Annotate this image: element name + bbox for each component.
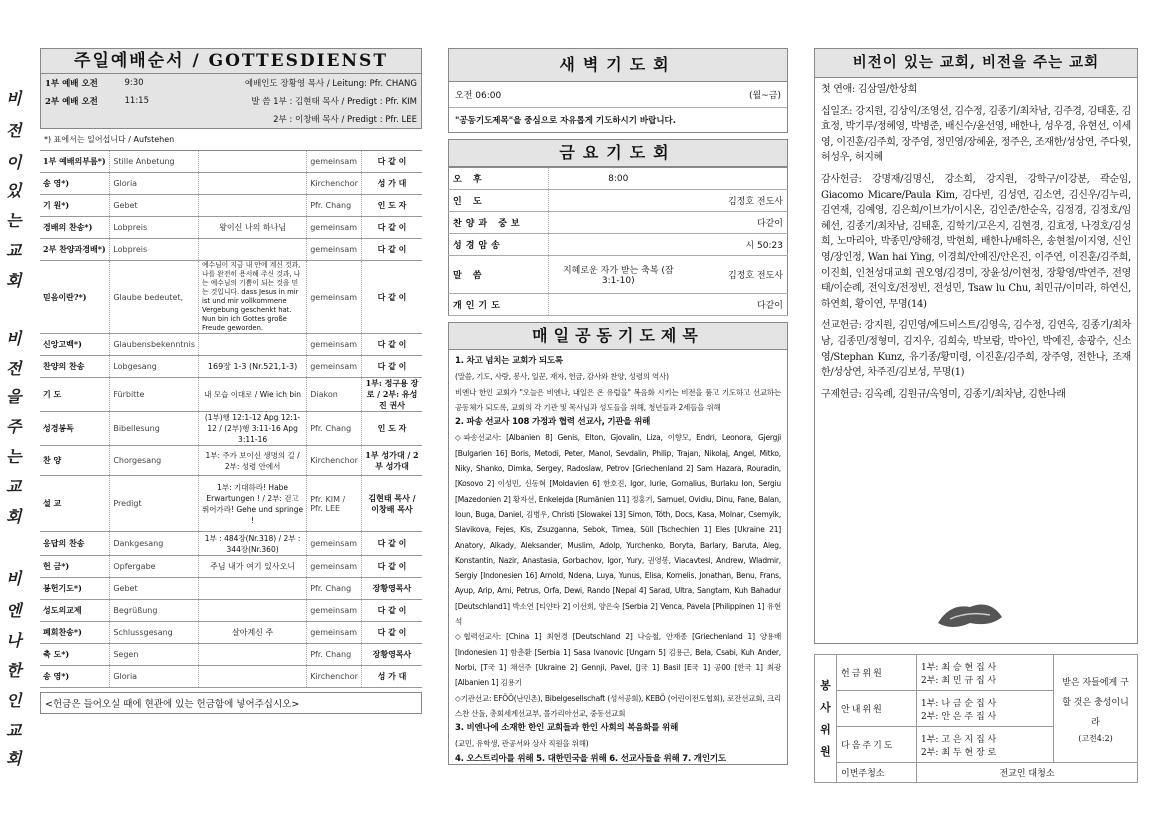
service-row xyxy=(40,666,422,688)
service-row xyxy=(40,476,422,532)
slogan-char: 엔 xyxy=(6,601,22,620)
service-header-row xyxy=(41,74,422,92)
service-row xyxy=(40,334,422,356)
service-p: gemeinsam xyxy=(307,239,362,261)
offering-paragraph: 선교헌금: 강지원, 김민영/에드비스트/김영옥, 김수정, 김연옥, 김종기/최차남, 김종민/정형미, 김지우, 김희숙, 박보람, 박아인, 박예진, 송광수, 신소영/Stephan Kunz, 유기종/황미령, 이진훈/김주희, 장주영, 전한나, 조재한/성상연, 차주진/김보성, 무명(1) xyxy=(821,320,1131,379)
service-l: 다 같 이 xyxy=(361,151,422,173)
service-p: Kirchenchor xyxy=(307,173,362,195)
prayer-paragraph: (말씀, 기도, 사랑, 봉사, 일꾼, 재자, 헌금, 감사와 찬양, 성령의 역사) xyxy=(455,372,669,382)
service-d: Stille Anbetung xyxy=(110,151,199,173)
praying-hands-image xyxy=(930,593,1010,633)
friday-table xyxy=(448,167,788,316)
offering-paragraph: 구제헌금: 김옥례, 김원규/옥영미, 김종기/최차남, 김한나래 xyxy=(821,388,1066,400)
friday-c: 시 50:23 xyxy=(688,234,788,256)
slogan-char: 회 xyxy=(6,507,22,526)
friday-b xyxy=(549,234,688,256)
service-l: 다 같 이 xyxy=(361,261,422,334)
friday-c xyxy=(688,168,788,190)
service-p: gemeinsam xyxy=(307,261,362,334)
service-row xyxy=(40,600,422,622)
service-row xyxy=(40,446,422,476)
service-m xyxy=(198,195,306,217)
service-header-cell: 11:15 xyxy=(124,96,149,106)
service-l: 1부: 정구용 장로 / 2부: 유성진 권사 xyxy=(361,378,422,412)
slogan-char: 있 xyxy=(6,181,22,200)
service-m xyxy=(198,600,306,622)
friday-a: 찬양과 중보 xyxy=(449,212,549,234)
service-m: 내 모습 이대로 / Wie ich bin xyxy=(198,378,306,412)
service-d: Glaubensbekenntnis xyxy=(110,334,199,356)
service-d: Chorgesang xyxy=(110,446,199,476)
cleaning-row xyxy=(815,763,1138,783)
service-k: 헌 금*) xyxy=(40,556,110,578)
service-p: gemeinsam xyxy=(307,532,362,556)
service-header-cell: 발 씀 1부 : 김현태 목사 / Predigt : Pfr. KIM xyxy=(251,97,417,107)
service-row xyxy=(40,622,422,644)
slogan-char: 나 xyxy=(6,631,22,650)
service-l: 성 가 대 xyxy=(361,173,422,195)
service-p: Pfr. KIM / Pfr. LEE xyxy=(307,476,362,532)
friday-c: 김정호 전도사 xyxy=(688,256,788,294)
service-d: Begrüßung xyxy=(110,600,199,622)
volunteer-row xyxy=(815,655,1138,691)
slogan-char: 을 xyxy=(6,387,22,406)
service-p: gemeinsam xyxy=(307,151,362,173)
service-p: gemeinsam xyxy=(307,622,362,644)
service-k: 2부 찬양과경배*) xyxy=(40,239,110,261)
service-m: 1부: 주가 보이신 생명의 길 / 2부: 성령 안에서 xyxy=(198,446,306,476)
service-l: 인 도 자 xyxy=(361,412,422,446)
prayer-paragraph: ◇협력선교사: [China 1] 최현경 [Deutschland 2] 나승철, 안재종 [Griechenland 1] 양용배 [Indonesien 1] 함춘환 [Serbia 1] Sasa Ivanovic [Ungarn 5] 김용근, Bela, Csabi, Kuh Ander, Norbi, [T국 1] 채선주 [Ukraine 2] Gennji, Pavel, [J국 1] Basil [E국 1] 공00 [한국 1] 최광 [Albanien 1] 김용기 xyxy=(455,632,781,688)
offering-paragraph: 십일조: 강지원, 김상익/조영선, 김수정, 김종기/최차남, 김주경, 김태훈, 김효정, 박기루/정혜영, 박병준, 배신수/윤선영, 배한나, 성우경, 유현선, 이세영, 이진훈/김주희, 장주영, 정민영/장혜윤, 정주은, 조재한/성상연, 주다윗, 허성우, 허지혜 xyxy=(821,105,1131,164)
service-p: Kirchenchor xyxy=(307,446,362,476)
service-l: 다 같 이 xyxy=(361,622,422,644)
service-p: gemeinsam xyxy=(307,217,362,239)
slogan-char: 는 xyxy=(6,447,22,466)
friday-row xyxy=(449,212,788,234)
verse-text: 받은 자들에게 구할 것은 충성이니라 xyxy=(1062,678,1129,728)
service-title: 주일예배순서 / GOTTESDIENST xyxy=(40,48,422,74)
service-row xyxy=(40,195,422,217)
service-header-cell: 2부 : 이창배 목사 / Predigt : Pfr. LEE xyxy=(273,114,417,125)
dawn-box xyxy=(448,82,788,133)
service-table xyxy=(40,151,422,689)
service-l: 다 같 이 xyxy=(361,356,422,378)
slogan-char: 회 xyxy=(6,749,22,768)
friday-a: 오 후 xyxy=(449,168,549,190)
service-row xyxy=(40,532,422,556)
service-m xyxy=(198,334,306,356)
service-k: 송 영*) xyxy=(40,666,110,688)
slogan-char: 주 xyxy=(6,417,22,436)
service-m xyxy=(198,666,306,688)
offering-notice: <헌금은 들어오실 때에 현관에 있는 헌금함에 넣어주십시오> xyxy=(40,692,422,714)
service-d: Bibellesung xyxy=(110,412,199,446)
volunteer-name: 1부: 최 승 현 집 사 xyxy=(921,662,997,673)
service-k: 폐회찬송*) xyxy=(40,622,110,644)
service-header-cell: 예배인도 장황영 목사 / Leitung: Pfr. CHANG xyxy=(244,79,417,89)
service-m: 주님 내가 여기 있사오니 xyxy=(198,556,306,578)
service-m: 1부 : 484장(Nr.318) / 2부 : 344장(Nr.360) xyxy=(198,532,306,556)
service-p: Kirchenchor xyxy=(307,666,362,688)
volunteer-name: 1부: 나 금 순 집 사 xyxy=(921,698,997,709)
friday-row xyxy=(449,294,788,316)
cleaning-value: 전교인 대청소 xyxy=(917,763,1138,783)
volunteer-names xyxy=(917,655,1054,691)
slogan-char: 교 xyxy=(6,241,22,260)
prayer-paragraph: 1. 차고 넘치는 교회가 되도록 xyxy=(455,356,563,366)
volunteer-name: 2부: 안 은 주 집 사 xyxy=(921,711,997,722)
service-k: 성경봉독 xyxy=(40,412,110,446)
service-k: 믿음이란?*) xyxy=(40,261,110,334)
service-d: Gloria xyxy=(110,666,199,688)
service-d: Schlussgesang xyxy=(110,622,199,644)
service-k: 경배의 찬송*) xyxy=(40,217,110,239)
friday-row xyxy=(449,190,788,212)
service-p: Diakon xyxy=(307,378,362,412)
friday-row xyxy=(449,168,788,190)
service-l: 1부 성가대 / 2부 성가대 xyxy=(361,446,422,476)
slogan-char: 교 xyxy=(6,721,22,740)
volunteer-verse xyxy=(1054,655,1138,763)
service-header xyxy=(40,74,422,129)
friday-row xyxy=(449,234,788,256)
friday-c: 김정호 전도사 xyxy=(688,190,788,212)
service-p: Pfr. Chang xyxy=(307,412,362,446)
service-k: 송 영*) xyxy=(40,173,110,195)
friday-b: 8:00 xyxy=(549,168,688,190)
slogan-char: 한 xyxy=(6,661,22,680)
slogan-char: 전 xyxy=(6,359,22,378)
service-header-row xyxy=(41,92,422,110)
service-row xyxy=(40,644,422,666)
offering-column xyxy=(814,48,1138,783)
prayer-paragraph: 비엔나 한인 교회가 "오늘은 비엔나, 내일은 온 유럽을" 복음화 시키는 비전을 품고 기도하고 선교하는 공동체가 되도록, 교회의 각 기관 및 목사님과 성도들을 위해, 청년들과 2세들을 위해 xyxy=(455,387,781,412)
stand-note: *) 표에서는 일어섭니다 / Aufstehen xyxy=(40,129,422,151)
service-m: 169장 1-3 (Nr.521,1-3) xyxy=(198,356,306,378)
service-l: 김현태 목사 / 이창배 목사 xyxy=(361,476,422,532)
service-d: Dankgesang xyxy=(110,532,199,556)
friday-a: 개인기도 xyxy=(449,294,549,316)
service-header-cell: 9:30 xyxy=(124,78,144,88)
volunteer-name: 1부: 고 은 지 집 사 xyxy=(921,734,997,745)
service-d: Opfergabe xyxy=(110,556,199,578)
service-d: Fürbitte xyxy=(110,378,199,412)
offering-box xyxy=(814,78,1138,644)
volunteer-table xyxy=(814,654,1138,783)
dawn-time: 오전 06:00 xyxy=(455,91,502,101)
prayer-paragraph: 4. 오스트리아를 위해 5. 대한민국을 위해 6. 선교사들을 위해 7. 개인기도 xyxy=(455,753,726,764)
prayer-column xyxy=(448,48,788,765)
service-m xyxy=(198,644,306,666)
service-m: (1부)행 12:1-12 Apg 12:1-12 / (2부)행 3:11-16 Apg 3:11-16 xyxy=(198,412,306,446)
friday-b xyxy=(549,212,688,234)
prayer-paragraph: (교민, 유학생, 관공서와 상사 직원을 위해) xyxy=(455,739,589,749)
service-p: gemeinsam xyxy=(307,334,362,356)
service-row xyxy=(40,412,422,446)
service-row xyxy=(40,261,422,334)
volunteer-role: 헌금위원 xyxy=(837,655,917,691)
volunteer-name: 2부: 최 두 현 장 로 xyxy=(921,747,997,758)
friday-title: 금요기도회 xyxy=(448,139,788,167)
slogan-char: 회 xyxy=(6,271,22,290)
service-l: 다 같 이 xyxy=(361,334,422,356)
service-l: 장황영목사 xyxy=(361,578,422,600)
service-l: 다 같 이 xyxy=(361,532,422,556)
friday-a: 말 씀 xyxy=(449,256,549,294)
friday-b xyxy=(549,190,688,212)
friday-c: 다같이 xyxy=(688,212,788,234)
cleaning-role: 이번주청소 xyxy=(837,763,917,783)
friday-row xyxy=(449,256,788,294)
slogan-char: 비 xyxy=(6,329,22,348)
friday-a: 성경암송 xyxy=(449,234,549,256)
prayer-paragraph: ◇기관선교: EFÖÖ(난민촌), Bibelgesellschaft (성서공회), KEBÖ (어린이전도협회), 로잔선교회, 크리스찬 산돌, 총회세계선교부, 몰가리아선교, 중동선교회 xyxy=(455,693,781,718)
dawn-time-row xyxy=(449,82,787,108)
service-p: gemeinsam xyxy=(307,556,362,578)
slogan-char: 비 xyxy=(6,89,22,108)
service-m: 왕이신 나의 하나님 xyxy=(198,217,306,239)
service-row xyxy=(40,378,422,412)
service-d: Gebet xyxy=(110,195,199,217)
service-k: 찬양의 찬송 xyxy=(40,356,110,378)
service-l: 다 같 이 xyxy=(361,600,422,622)
service-order xyxy=(40,48,422,714)
service-m: 1부: 기대하라! Habe Erwartungen ! / 2부: 걷고 뛰어가라! Gehe und springe ! xyxy=(198,476,306,532)
service-row xyxy=(40,217,422,239)
slogan-char: 교 xyxy=(6,477,22,496)
service-d: Lobpreis xyxy=(110,239,199,261)
service-k: 응답의 찬송 xyxy=(40,532,110,556)
dawn-days: (월~금) xyxy=(749,91,781,101)
service-l: 장황영목사 xyxy=(361,644,422,666)
volunteer-role: 다음주기도 xyxy=(837,727,917,763)
prayer-paragraph: 3. 비엔나에 소재한 한인 교회들과 한인 사회의 복음화를 위해 xyxy=(455,723,679,734)
service-p: gemeinsam xyxy=(307,600,362,622)
service-m xyxy=(198,239,306,261)
slogan-char: 이 xyxy=(6,153,22,172)
service-l: 성 가 대 xyxy=(361,666,422,688)
service-header-cell: 1부 예배 오전 xyxy=(45,79,98,89)
slogan-char: 는 xyxy=(6,211,22,230)
slogan-char: 전 xyxy=(6,121,22,140)
service-d: Predigt xyxy=(110,476,199,532)
service-row xyxy=(40,556,422,578)
volunteer-side: 봉사위원 xyxy=(815,655,837,783)
service-p: gemeinsam xyxy=(307,356,362,378)
service-k: 신앙고백*) xyxy=(40,334,110,356)
service-k: 기 도 xyxy=(40,378,110,412)
service-header-cell xyxy=(121,110,161,128)
offering-paragraph: 감사헌금: 강명재/김명신, 강소희, 강지원, 강학구/이강분, 곽순임, Giacomo Micare/Paula Kim, 김다빈, 김성연, 김소연, 김신우/김누리, 김연재, 김예영, 김은희/이브가/이시온, 김인준/한순옥, 김정경, 김정호/임혜선, 김종기/최차남, 김태훈, 김학기/고은지, 김현경, 김효정, 나경호/김성희, 노마리아, 박종민/양해경, 박현희, 배한나/배하은, 송현철/이지영, 신인영/장인정, Wan hai Ying, 이경희/안예진/안은진, 이주연, 이진훈/김주희, 이진희, 인천성대교회 권오영/김경미, 장윤성/이현정, 장황영/박연주, 전영태/이순례, 전익호/전정빈, 전성민, Tsaw lu Chu, 최민규/이미라, 하연신, 하연희, 황이연, 무명(14) xyxy=(821,173,1131,310)
service-d: Lobgesang xyxy=(110,356,199,378)
friday-a: 인 도 xyxy=(449,190,549,212)
service-k: 기 원*) xyxy=(40,195,110,217)
service-l: 다 같 이 xyxy=(361,217,422,239)
prayer-box xyxy=(448,350,788,765)
service-m xyxy=(198,173,306,195)
service-k: 1부 예배의부름*) xyxy=(40,151,110,173)
service-d: Gebet xyxy=(110,578,199,600)
service-l: 다 같 이 xyxy=(361,556,422,578)
dawn-desc: "공동기도제목"을 중심으로 자유롭게 기도하시기 바랍니다. xyxy=(455,116,676,126)
service-header-cell xyxy=(41,110,121,128)
slogan-char: 인 xyxy=(6,691,22,710)
volunteer-names xyxy=(917,727,1054,763)
slogan-char: 비 xyxy=(6,569,22,588)
service-k: 축 도*) xyxy=(40,644,110,666)
service-p: Pfr. Chang xyxy=(307,578,362,600)
service-m: 살아계신 주 xyxy=(198,622,306,644)
dawn-title: 새벽기도회 xyxy=(448,48,788,82)
service-d: Segen xyxy=(110,644,199,666)
service-m xyxy=(198,151,306,173)
prayer-paragraph: 2. 파송 선교사 108 가정과 협력 선교사, 기관을 위해 xyxy=(455,417,651,428)
verse-ref: (고전4:2) xyxy=(1078,734,1113,743)
service-header-cell: 2부 예배 오전 xyxy=(45,97,98,107)
offering-title: 비전이 있는 교회, 비전을 주는 교회 xyxy=(814,48,1138,78)
service-k: 성도의교제 xyxy=(40,600,110,622)
offering-paragraph: 첫 연애: 김삼열/한상희 xyxy=(821,84,918,95)
volunteer-names xyxy=(917,691,1054,727)
service-row xyxy=(40,239,422,261)
service-l: 다 같 이 xyxy=(361,239,422,261)
service-header-row xyxy=(41,110,422,128)
service-k: 봉헌기도*) xyxy=(40,578,110,600)
service-p: Pfr. Chang xyxy=(307,195,362,217)
service-d: Lobpreis xyxy=(110,217,199,239)
friday-b: 지혜로운 자가 받는 축복 (잠 3:1-10) xyxy=(549,256,688,294)
service-k: 설 교 xyxy=(40,476,110,532)
service-p: Pfr. Chang xyxy=(307,644,362,666)
volunteer-name: 2부: 최 민 규 집 사 xyxy=(921,675,997,686)
service-row xyxy=(40,356,422,378)
service-d: Glaube bedeutet, xyxy=(110,261,199,334)
volunteer-role: 안내위원 xyxy=(837,691,917,727)
prayer-paragraph: ◇파송선교사: [Albanien 8] Genis, Elton, Gjovalin, Liza, 이향모, Endri, Leonora, Gjergji [Bulgarien 16] Boris, Metodi, Peter, Manol, Sevdalin, Philip, Trajan, Nikolaj, Angel, Mitko, Niky, Shanko, Dimka, Sergey, Radoslaw, Petrov [Griechenland 2] Sam Hazara, Rouradin, [Kosovo 2] 이성민, 신동혁 [Moldavien 6] 한호진, Igor, Iurie, Gornalius, Burlaku Ion, Sergiu [Mazedonien 2] 황자선, Enkelejda [Rumänien 11] 정홍기, Samuel, Ovidiu, Dinu, Fane, Balan, Ioun, Buga, Daniel, 김병우, Christi [Slowakei 13] Simon, Tóth, Docs, Kasa, Molnar, Csemyik, Slavikova, Fejes, Kis, Zsuzganna, Sebok, Timea, Süll [Tschechien 1] Eles [Ukraine 21] Anatory, Alkady, Aleksander, Muslim, Adolp, Yurchenko, Boryta, Barlary, Baruta, Aleg, Konstantin, Nazir, Anastasia, Gorbachov, Igor, Yury, 권영봉, Viacavtesl, Andrew, Wladmir, Sergiy [Indonesien 16] Arnold, Ndena, Luya, Yunus, Elisa, Kornelis, Jonathan, Benu, Frans, Ayup, Arip, Arni, Petrus, Orfa, Dewi, Rando [Nepal 4] Sarad, Ultra, Sangtam, Kuh Bahadur [Deutschland1] 박소연 [티얀타 2] 이선희, 양은숙 [Serbia 2] Venca, Pavela [Philippinen 1] 유현석 xyxy=(455,433,781,627)
friday-b xyxy=(549,294,688,316)
prayer-title: 매일공동기도제목 xyxy=(448,322,788,350)
service-k: 찬 양 xyxy=(40,446,110,476)
service-row xyxy=(40,151,422,173)
service-m: 예수님이 지금 내 안에 계신 것과, 나를 완전히 용서해 주신 것과, 나는 예수님의 기쁨이 되는 것을 믿는 것입니다. dass Jesus in mir ist und mir vollkommene Vergebung geschenkt hat. Nun bin ich Gottes große Freude geworden. xyxy=(198,261,306,334)
service-d: Gloria xyxy=(110,173,199,195)
service-row xyxy=(40,173,422,195)
service-l: 인 도 자 xyxy=(361,195,422,217)
service-m xyxy=(198,578,306,600)
service-row xyxy=(40,578,422,600)
friday-c: 다같이 xyxy=(688,294,788,316)
